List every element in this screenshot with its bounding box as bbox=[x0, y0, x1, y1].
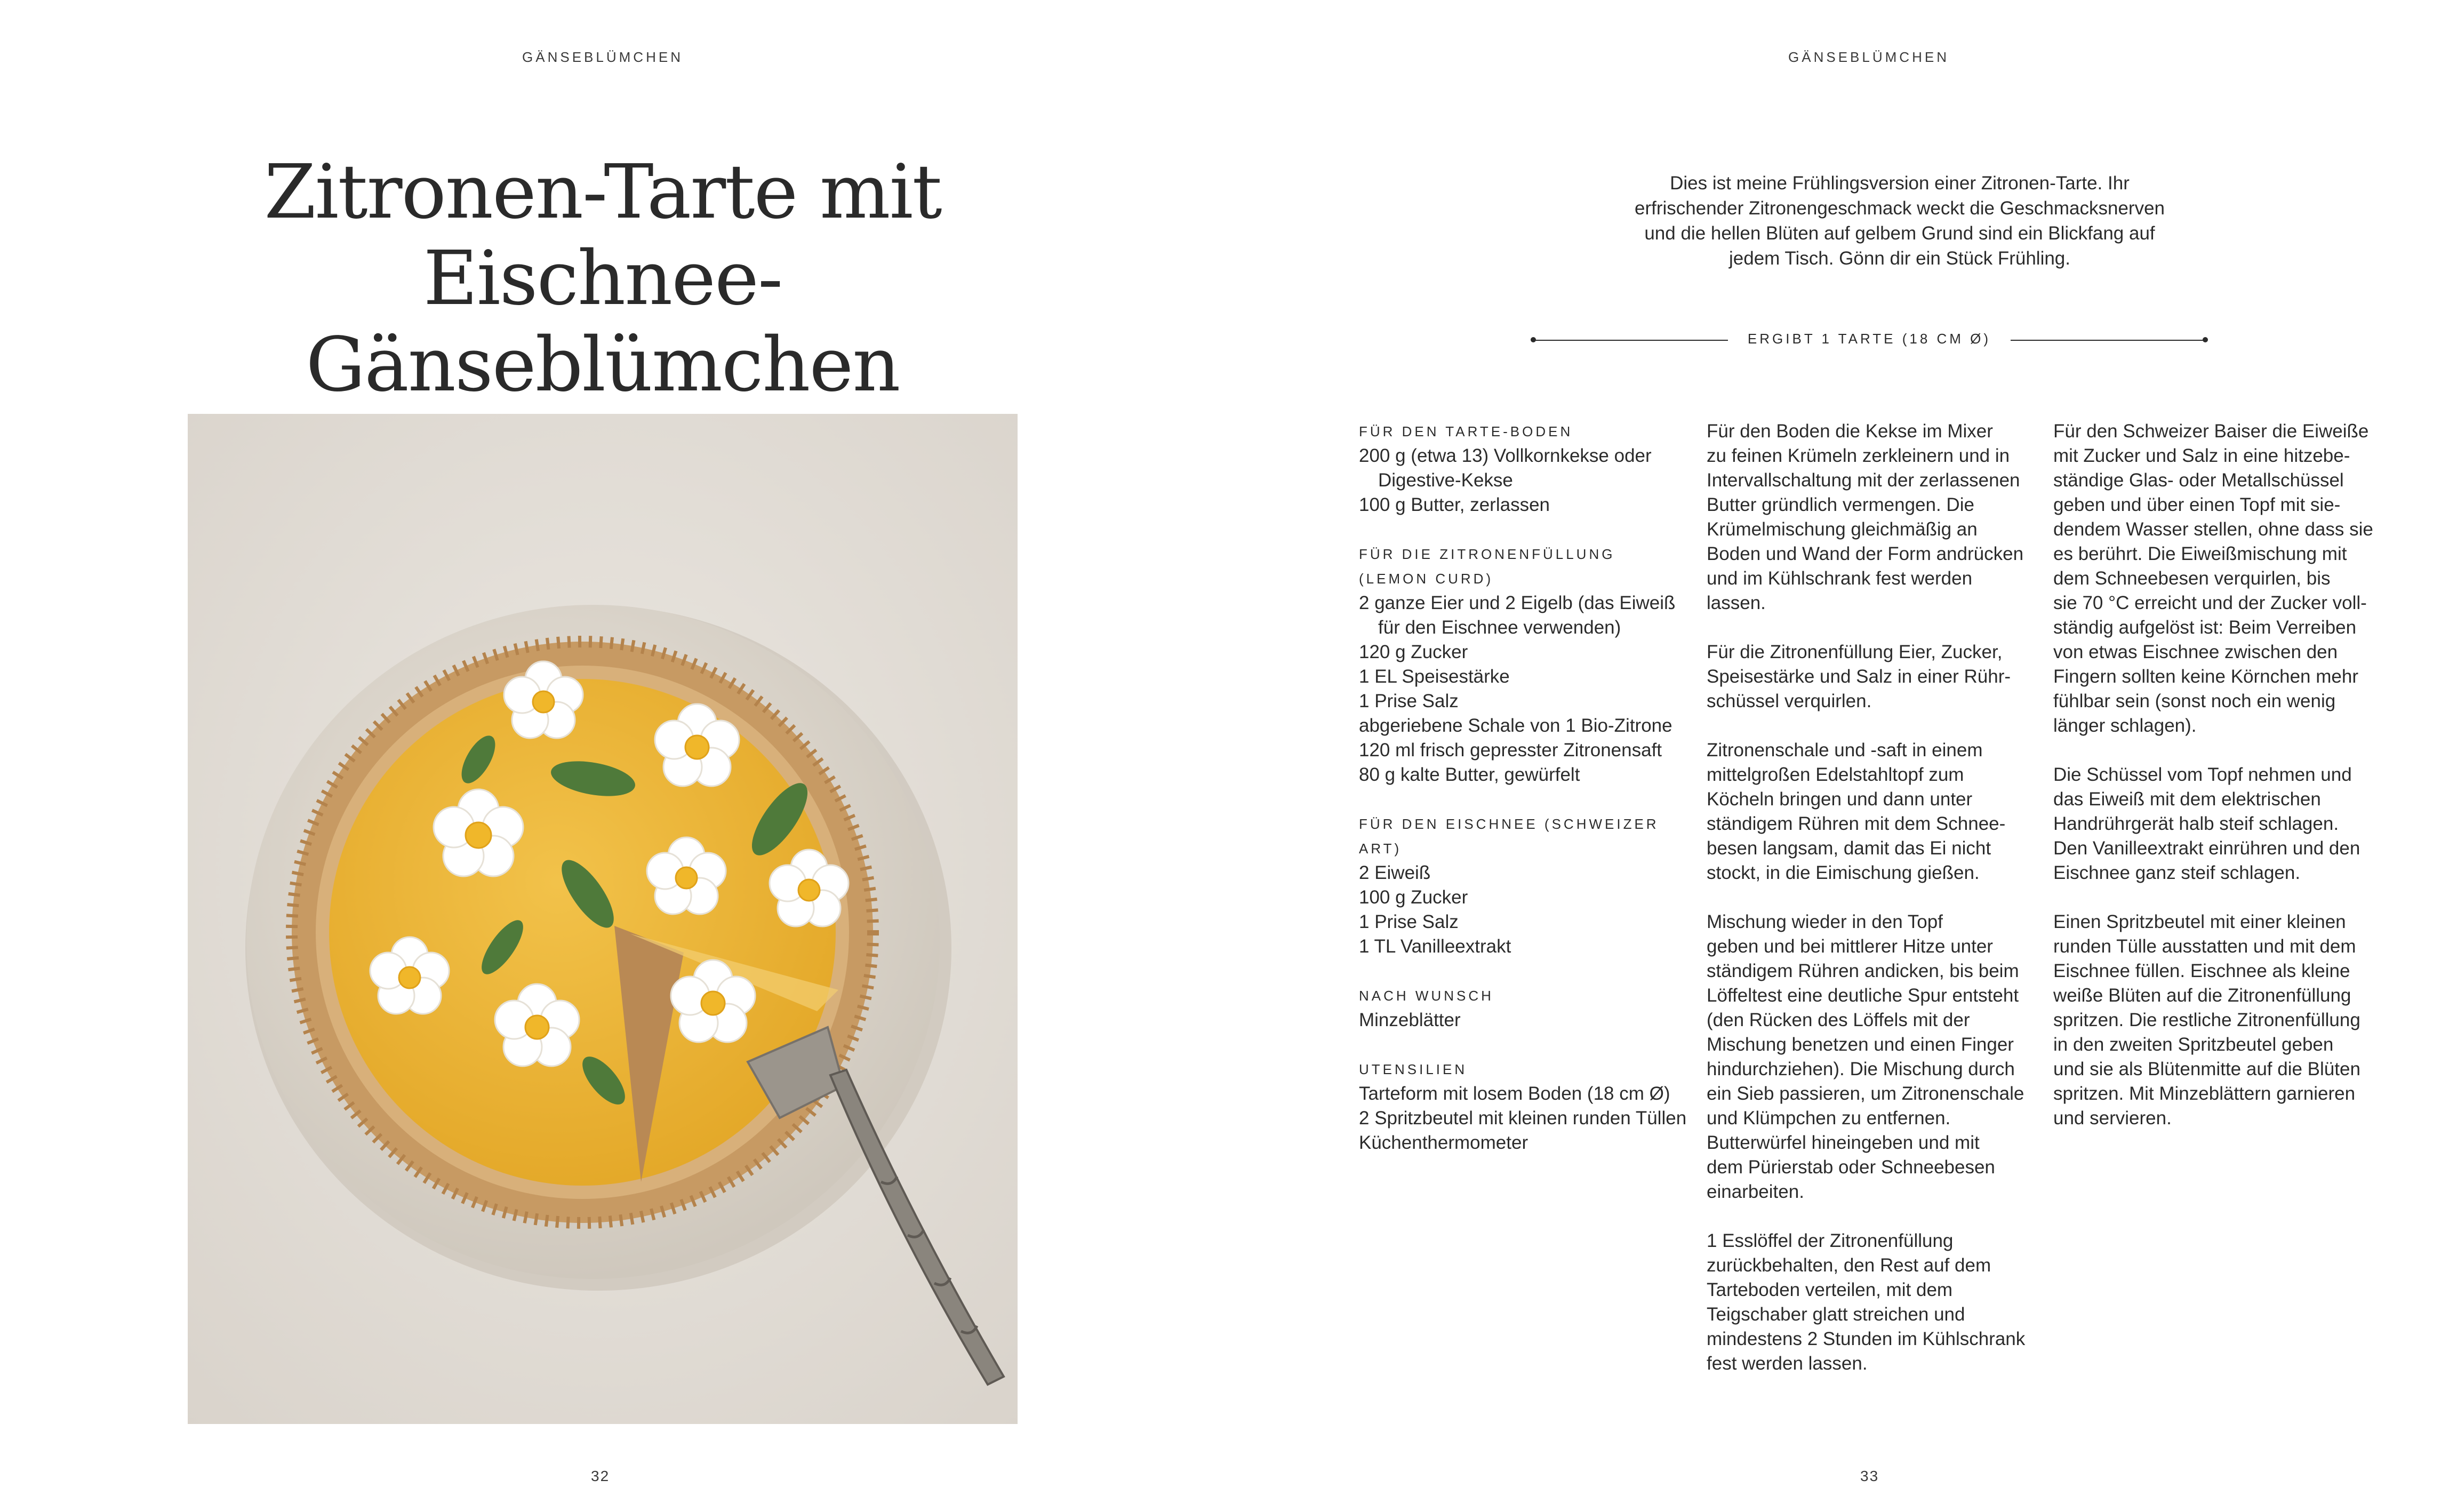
section-heading: FÜR DEN EISCHNEE (SCHWEIZER ART) bbox=[1359, 816, 1659, 857]
method-line: schüssel verquirlen. bbox=[1707, 691, 1872, 711]
method-step bbox=[2053, 419, 2384, 738]
ingredient-item: 200 g (etwa 13) Vollkornkekse oder Digestive-Kekse bbox=[1359, 445, 1652, 491]
method-line: Löffeltest eine deutliche Spur entsteht bbox=[1707, 985, 2019, 1006]
method-line: das Eiweiß mit dem elektrischen bbox=[2053, 789, 2321, 810]
method-line: ständigem Rühren andicken, bis beim bbox=[1707, 961, 2019, 981]
section-heading: FÜR DIE ZITRONENFÜLLUNG bbox=[1359, 546, 1615, 562]
method-line: mindestens 2 Stunden im Kühlschrank bbox=[1707, 1329, 2026, 1349]
ingredient-item: Tarteform mit losem Boden (18 cm Ø) bbox=[1359, 1083, 1670, 1104]
method-step bbox=[1707, 738, 2037, 885]
running-head-right: GÄNSEBLÜMCHEN bbox=[1788, 49, 1949, 65]
method-line: Eischnee ganz steif schlagen. bbox=[2053, 862, 2301, 883]
intro-line: Dies ist meine Frühlingsversion einer Zitronen-Tarte. Ihr bbox=[1670, 173, 2130, 194]
method-line: Eischnee füllen. Eischnee als kleine bbox=[2053, 961, 2350, 981]
method-line: fest werden lassen. bbox=[1707, 1353, 1868, 1374]
recipe-title-line-1: Zitronen-Tarte mit bbox=[264, 149, 941, 236]
recipe-title bbox=[160, 149, 1045, 409]
ingredient-item: 2 ganze Eier und 2 Eigelb (das Eiweiß für den Eischnee verwenden) bbox=[1359, 593, 1676, 638]
intro-line: jedem Tisch. Gönn dir ein Stück Frühling. bbox=[1728, 248, 2070, 269]
method-column-1 bbox=[1707, 419, 2037, 1401]
section-heading: FÜR DEN TARTE-BODEN bbox=[1359, 423, 1573, 439]
method-line: stockt, in die Eimischung gießen. bbox=[1707, 862, 1980, 883]
method-line: lassen. bbox=[1707, 593, 1766, 613]
method-line: spritzen. Die restliche Zitronenfüllung bbox=[2053, 1010, 2360, 1030]
method-line: Fingern sollten keine Körnchen mehr bbox=[2053, 666, 2358, 687]
method-line: und Klümpchen zu entfernen. bbox=[1707, 1108, 1951, 1129]
method-line: dem Schneebesen verquirlen, bis bbox=[2053, 568, 2331, 589]
ingredient-item: 1 Prise Salz bbox=[1359, 691, 1459, 711]
method-line: 1 Esslöffel der Zitronenfüllung bbox=[1707, 1230, 1954, 1251]
method-line: Die Schüssel vom Topf nehmen und bbox=[2053, 764, 2352, 785]
method-step bbox=[1707, 419, 2037, 615]
method-line: dendem Wasser stellen, ohne dass sie bbox=[2053, 519, 2373, 540]
method-step bbox=[1707, 910, 2037, 1204]
method-step bbox=[1707, 640, 2037, 714]
method-line: Boden und Wand der Form andrücken bbox=[1707, 543, 2024, 564]
method-line: runden Tülle ausstatten und mit dem bbox=[2053, 936, 2356, 957]
method-line: mittelgroßen Edelstahltopf zum bbox=[1707, 764, 1964, 785]
method-line: Einen Spritzbeutel mit einer kleinen bbox=[2053, 911, 2346, 932]
method-line: Intervallschaltung mit der zerlassenen bbox=[1707, 470, 2020, 491]
method-line: Butterwürfel hineingeben und mit bbox=[1707, 1132, 1980, 1153]
ingredient-item: 2 Spritzbeutel mit kleinen runden Tüllen bbox=[1359, 1108, 1687, 1129]
method-line: Für den Boden die Kekse im Mixer bbox=[1707, 421, 1993, 442]
method-column-2 bbox=[2053, 419, 2384, 1155]
rule-dot-right bbox=[2203, 337, 2208, 342]
intro-line: erfrischender Zitronengeschmack weckt die Geschmacksnerven bbox=[1634, 198, 2165, 219]
method-line: Tarteboden verteilen, mit dem bbox=[1707, 1279, 1953, 1300]
ingredient-item: Minzeblätter bbox=[1359, 1010, 1461, 1030]
running-head-left: GÄNSEBLÜMCHEN bbox=[522, 49, 683, 65]
method-line: Für den Schweizer Baiser die Eiweiße bbox=[2053, 421, 2369, 442]
method-line: ein Sieb passieren, um Zitronenschale bbox=[1707, 1083, 2024, 1104]
method-line: sie 70 °C erreicht und der Zucker voll- bbox=[2053, 593, 2367, 613]
method-line: es berührt. Die Eiweißmischung mit bbox=[2053, 543, 2347, 564]
ingredient-item: 100 g Zucker bbox=[1359, 887, 1468, 908]
method-line: geben und über einen Topf mit sie- bbox=[2053, 494, 2341, 515]
method-line: spritzen. Mit Minzeblättern garnieren bbox=[2053, 1083, 2356, 1104]
method-step bbox=[2053, 910, 2384, 1131]
method-line: von etwas Eischnee zwischen den bbox=[2053, 642, 2338, 662]
method-line: Butter gründlich vermengen. Die bbox=[1707, 494, 1974, 515]
section-heading: NACH WUNSCH bbox=[1359, 988, 1494, 1004]
method-step bbox=[1707, 1229, 2037, 1376]
rule-line-left bbox=[1533, 340, 1728, 341]
method-line: mit Zucker und Salz in eine hitzebe- bbox=[2053, 445, 2350, 466]
ingredient-item: 120 g Zucker bbox=[1359, 642, 1468, 662]
method-line: fühlbar sein (sonst noch ein wenig bbox=[2053, 691, 2336, 711]
section-heading: UTENSILIEN bbox=[1359, 1061, 1468, 1077]
left-page bbox=[0, 0, 1228, 1512]
method-line: und servieren. bbox=[2053, 1108, 2172, 1129]
recipe-title-line-2: Eischnee-Gänseblümchen bbox=[306, 235, 900, 409]
page-number-right: 33 bbox=[1860, 1468, 1879, 1484]
tart-photo bbox=[188, 414, 1018, 1424]
method-line: Köcheln bringen und dann unter bbox=[1707, 789, 1973, 810]
method-line: Den Vanilleextrakt einrühren und den bbox=[2053, 838, 2360, 859]
method-line: länger schlagen). bbox=[2053, 715, 2197, 736]
ingredient-item: 1 Prise Salz bbox=[1359, 911, 1459, 932]
method-line: einarbeiten. bbox=[1707, 1181, 1804, 1202]
lemon-tart-illustration bbox=[188, 414, 1018, 1424]
yield-rule bbox=[1531, 326, 2208, 353]
method-line: besen langsam, damit das Ei nicht bbox=[1707, 838, 1991, 859]
method-line: zu feinen Krümeln zerkleinern und in bbox=[1707, 445, 2010, 466]
method-line: und sie als Blütenmitte auf die Blüten bbox=[2053, 1059, 2360, 1079]
method-line: ständig aufgelöst ist: Beim Verreiben bbox=[2053, 617, 2357, 638]
ingredient-item: 100 g Butter, zerlassen bbox=[1359, 494, 1550, 515]
ingredient-item: 80 g kalte Butter, gewürfelt bbox=[1359, 764, 1580, 785]
method-line: weiße Blüten auf die Zitronenfüllung bbox=[2053, 985, 2351, 1006]
method-line: Teigschaber glatt streichen und bbox=[1707, 1304, 1965, 1325]
method-line: Krümelmischung gleichmäßig an bbox=[1707, 519, 1978, 540]
method-line: Speisestärke und Salz in einer Rühr- bbox=[1707, 666, 2011, 687]
rule-line-right bbox=[2011, 340, 2205, 341]
method-line: geben und bei mittlerer Hitze unter bbox=[1707, 936, 1993, 957]
ingredient-item: 1 EL Speisestärke bbox=[1359, 666, 1510, 687]
method-line: (den Rücken des Löffels mit der bbox=[1707, 1010, 1970, 1030]
method-line: und im Kühlschrank fest werden bbox=[1707, 568, 1973, 589]
method-step bbox=[2053, 763, 2384, 885]
intro-text bbox=[1564, 171, 2236, 271]
ingredients-column bbox=[1359, 419, 1690, 1155]
ingredient-item: Küchenthermometer bbox=[1359, 1132, 1528, 1153]
ingredient-item: abgeriebene Schale von 1 Bio-Zitrone bbox=[1359, 715, 1672, 736]
method-line: Mischung benetzen und einen Finger bbox=[1707, 1034, 2014, 1055]
ingredient-item: 2 Eiweiß bbox=[1359, 862, 1431, 883]
method-line: Zitronenschale und -saft in einem bbox=[1707, 740, 1983, 761]
page-number-left: 32 bbox=[591, 1468, 610, 1484]
section-heading: (LEMON CURD) bbox=[1359, 571, 1494, 587]
right-page bbox=[1229, 0, 2457, 1512]
method-line: dem Pürierstab oder Schneebesen bbox=[1707, 1157, 1995, 1178]
method-line: ständige Glas- oder Metallschüssel bbox=[2053, 470, 2344, 491]
method-line: hindurchziehen). Die Mischung durch bbox=[1707, 1059, 2015, 1079]
method-line: zurückbehalten, den Rest auf dem bbox=[1707, 1255, 1991, 1276]
ingredient-item: 120 ml frisch gepresster Zitronensaft bbox=[1359, 740, 1662, 761]
method-line: Für die Zitronenfüllung Eier, Zucker, bbox=[1707, 642, 2003, 662]
yield-label: ERGIBT 1 TARTE (18 CM Ø) bbox=[1747, 331, 1991, 347]
method-line: Handrührgerät halb steif schlagen. bbox=[2053, 813, 2339, 834]
method-line: ständigem Rühren mit dem Schnee- bbox=[1707, 813, 2006, 834]
method-line: Mischung wieder in den Topf bbox=[1707, 911, 1943, 932]
method-line: in den zweiten Spritzbeutel geben bbox=[2053, 1034, 2334, 1055]
ingredient-item: 1 TL Vanilleextrakt bbox=[1359, 936, 1511, 957]
intro-line: und die hellen Blüten auf gelbem Grund sind ein Blickfang auf bbox=[1644, 223, 2155, 244]
